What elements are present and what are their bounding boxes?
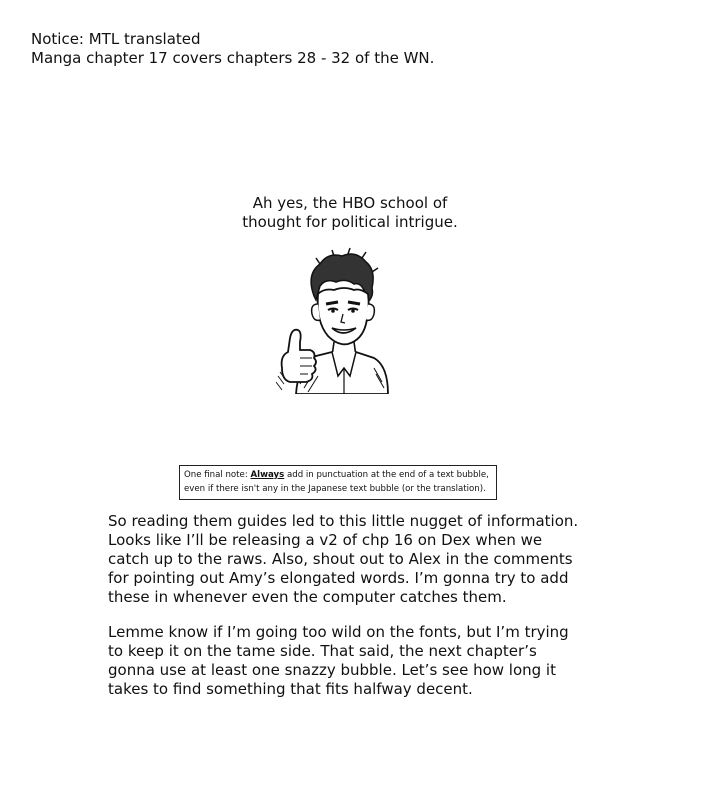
- quote-line-2: thought for political intrigue.: [242, 213, 458, 231]
- paragraph-line: takes to find something that fits halfway decent.: [108, 680, 473, 698]
- note-prefix: One final note:: [184, 470, 251, 480]
- note-emphasis-always: Always: [250, 470, 285, 480]
- paragraph-line: Lemme know if I’m going too wild on the fonts, but I’m trying: [108, 623, 569, 641]
- notice-line-chapters: Manga chapter 17 covers chapters 28 - 32 of the WN.: [31, 49, 435, 67]
- note-line-2: even if there isn't any in the Japanese text bubble (or the translation).: [184, 484, 486, 494]
- note-line-1-rest: add in punctuation at the end of a text bubble,: [284, 470, 489, 480]
- paragraph-line: Looks like I’ll be releasing a v2 of chp 16 on Dex when we: [108, 531, 543, 549]
- character-illustration: [276, 244, 396, 394]
- paragraph-line: catch up to the raws. Also, shout out to Alex in the comments: [108, 550, 573, 568]
- paragraph-line: to keep it on the tame side. That said, the next chapter’s: [108, 642, 537, 660]
- paragraph-line: So reading them guides led to this little nugget of information.: [108, 512, 579, 530]
- paragraph-line: these in whenever even the computer catches them.: [108, 588, 507, 606]
- final-note-box: [179, 465, 497, 500]
- paragraph-guides: [108, 512, 598, 607]
- paragraph-fonts: [108, 623, 598, 699]
- note-line-1: [184, 468, 496, 482]
- paragraph-line: for pointing out Amy’s elongated words. I’m gonna try to add: [108, 569, 569, 587]
- translator-notice: [31, 30, 434, 68]
- caption-quote: [0, 194, 700, 232]
- quote-line-1: Ah yes, the HBO school of: [252, 194, 448, 212]
- notice-line-mtl: Notice: MTL translated: [31, 30, 201, 48]
- thumbs-up-character-icon: [276, 244, 396, 394]
- paragraph-line: gonna use at least one snazzy bubble. Let’s see how long it: [108, 661, 556, 679]
